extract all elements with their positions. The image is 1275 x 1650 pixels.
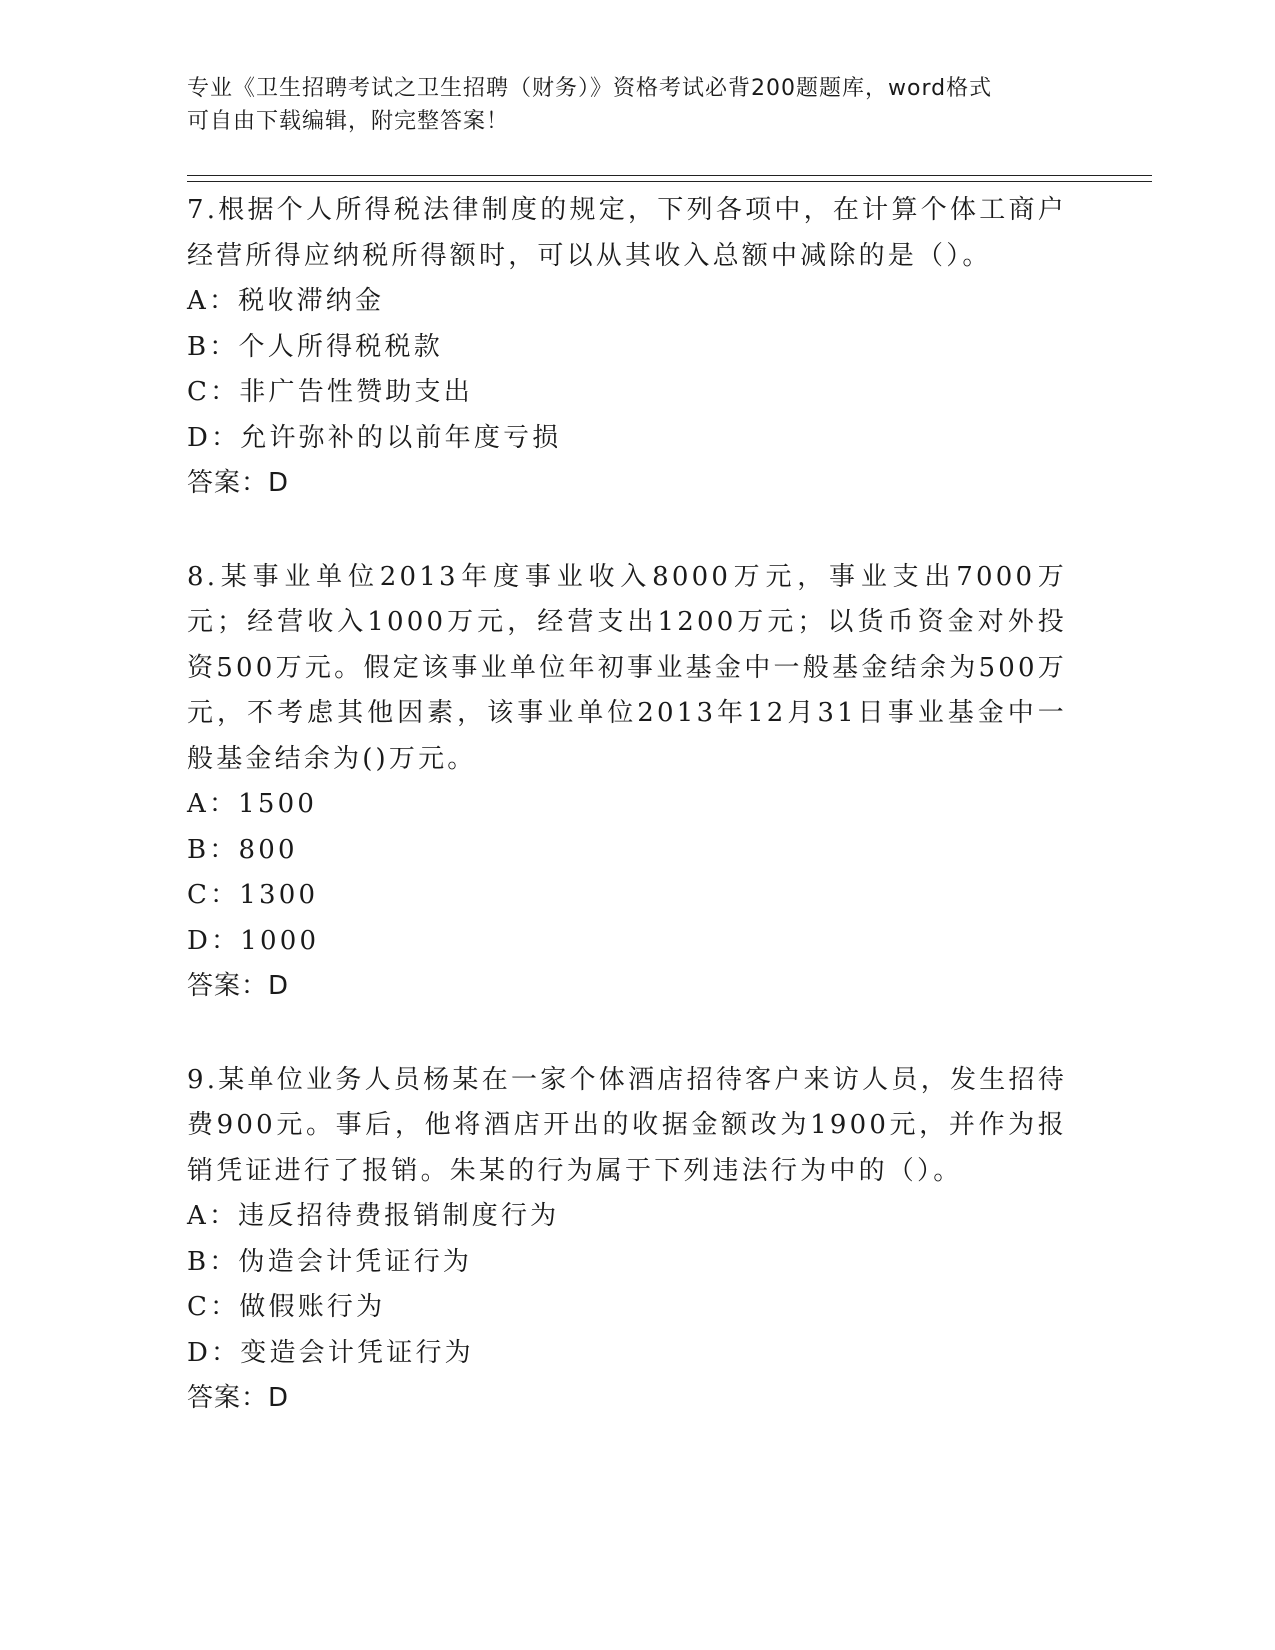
header-divider-top [187, 175, 1152, 176]
option-c: C：非广告性赞助支出 [187, 377, 473, 407]
document-header [187, 72, 1067, 138]
option-d: D：变造会计凭证行为 [187, 1337, 474, 1368]
question-stem: 8.某事业单位2013年度事业收入8000万元，事业支出7000万元；经营收入1000万元，经营支出1200万元；以货币资金对外投资500万元。假定该事业单位年初事业基金中一般基金结余为500万元，不考虑其他因素，该事业单位2013年12月31日事业基金中一般基金结余为()万元。 [187, 561, 1067, 774]
option-a: A：违反招待费报销制度行为 [187, 1201, 560, 1231]
header-line-2: 可自由下载编辑，附完整答案！ [187, 109, 510, 134]
option-a: A：1500 [187, 789, 318, 819]
question-stem: 9.某单位业务人员杨某在一家个体酒店招待客户来访人员，发生招待费900元。事后，他将酒店开出的收据金额改为1900元，并作为报销凭证进行了报销。朱某的行为属于下列违法行为中的（）。 [187, 1064, 1067, 1186]
header-divider-bottom [187, 181, 1152, 182]
option-c: C：1300 [187, 880, 319, 910]
answer-line: 答案：D [187, 468, 290, 498]
question-9 [187, 1058, 1067, 1422]
header-line-1: 专业《卫生招聘考试之卫生招聘（财务）》资格考试必背200题题库，word格式 [187, 76, 993, 101]
question-7 [187, 188, 1067, 507]
option-b: B：伪造会计凭证行为 [187, 1246, 473, 1277]
answer-line: 答案：D [187, 971, 290, 1001]
option-b: B：个人所得税税款 [187, 331, 443, 362]
question-stem: 7.根据个人所得税法律制度的规定，下列各项中，在计算个体工商户经营所得应纳税所得额时，可以从其收入总额中减除的是（）。 [187, 195, 1067, 271]
option-a: A：税收滞纳金 [187, 286, 385, 316]
option-d: D：1000 [187, 925, 320, 956]
option-d: D：允许弥补的以前年度亏损 [187, 422, 562, 453]
option-b: B：800 [187, 834, 298, 865]
question-8 [187, 555, 1067, 1010]
answer-line: 答案：D [187, 1383, 290, 1413]
option-c: C：做假账行为 [187, 1292, 386, 1322]
question-list [187, 188, 1067, 1470]
